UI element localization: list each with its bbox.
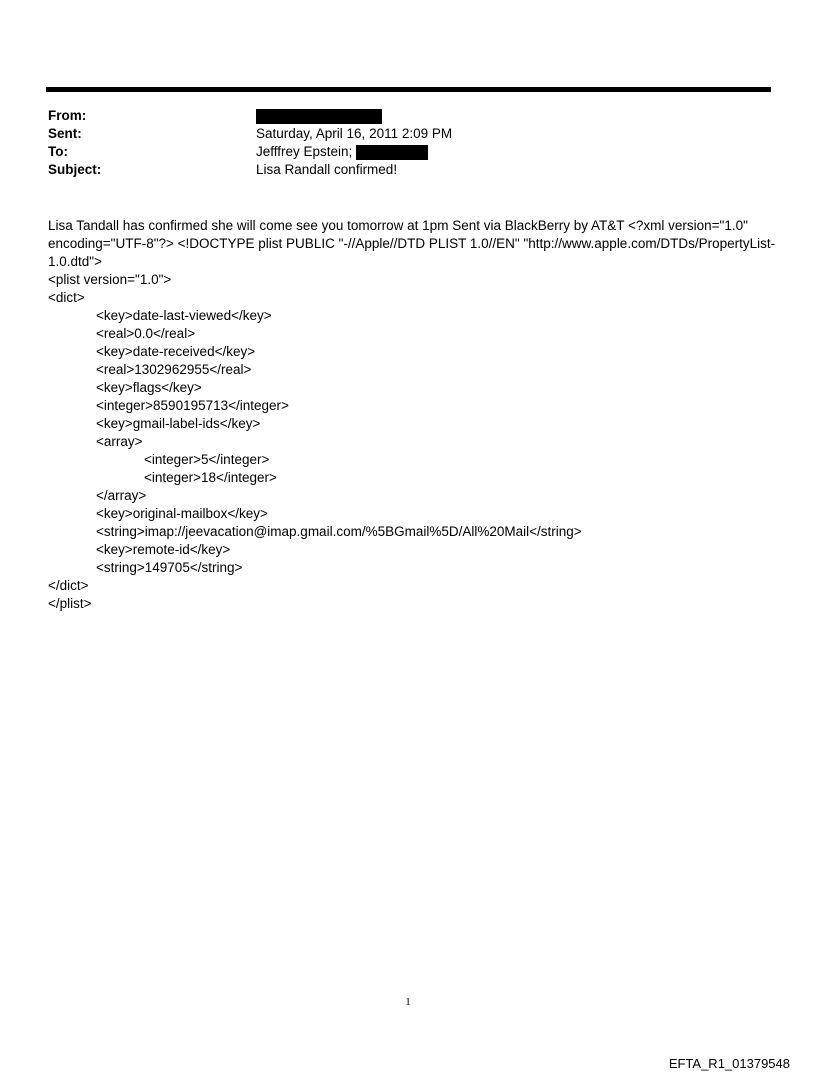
from-row xyxy=(48,107,768,125)
body-line: <key>original-mailbox</key> xyxy=(96,506,268,521)
body-intro: Lisa Tandall has confirmed she will come see you tomorrow at 1pm Sent via BlackBerry by AT&T <?xml version="1.0" encoding="UTF-8"?> <!DOCTYPE plist PUBLIC "-//Apple//DTD PLIST 1.0//EN" "http://www.apple.com/DTDs/PropertyList-1.0.dtd"> xyxy=(48,218,776,269)
body-line: <string>imap://jeevacation@imap.gmail.com/%5BGmail%5D/All%20Mail</string> xyxy=(96,524,582,539)
subject-row xyxy=(48,161,768,179)
body-line: <real>0.0</real> xyxy=(96,326,196,341)
to-row xyxy=(48,143,768,161)
body-line: <key>date-received</key> xyxy=(96,344,256,359)
email-body xyxy=(48,217,778,613)
document-id: EFTA_R1_01379548 xyxy=(668,1056,790,1071)
body-line: <key>remote-id</key> xyxy=(96,542,231,557)
body-line: <integer>18</integer> xyxy=(144,470,277,485)
body-line: </dict> xyxy=(48,578,89,593)
redaction-box xyxy=(356,145,428,160)
sent-label: Sent: xyxy=(48,126,82,141)
to-value-wrap xyxy=(256,143,428,161)
email-header xyxy=(48,107,768,179)
to-label: To: xyxy=(48,144,68,159)
body-line: <key>date-last-viewed</key> xyxy=(96,308,272,323)
subject-label: Subject: xyxy=(48,162,102,177)
from-label: From: xyxy=(48,108,87,123)
from-value xyxy=(256,107,382,125)
body-line: <string>149705</string> xyxy=(96,560,243,575)
body-line: <key>gmail-label-ids</key> xyxy=(96,416,261,431)
subject-value: Lisa Randall confirmed! xyxy=(256,162,398,177)
body-line: <real>1302962955</real> xyxy=(96,362,252,377)
redaction-box xyxy=(256,109,382,124)
body-line: <dict> xyxy=(48,290,85,305)
header-divider xyxy=(46,87,771,92)
body-line: <key>flags</key> xyxy=(96,380,202,395)
body-line: <integer>8590195713</integer> xyxy=(96,398,289,413)
page-number: 1 xyxy=(405,996,411,1008)
body-line: <integer>5</integer> xyxy=(144,452,270,467)
sent-row xyxy=(48,125,768,143)
body-line: </plist> xyxy=(48,596,92,611)
to-value: Jefffrey Epstein; xyxy=(256,144,353,159)
body-line: <plist version="1.0"> xyxy=(48,272,172,287)
body-line: </array> xyxy=(96,488,147,503)
body-line: <array> xyxy=(96,434,143,449)
sent-value: Saturday, April 16, 2011 2:09 PM xyxy=(256,126,453,141)
